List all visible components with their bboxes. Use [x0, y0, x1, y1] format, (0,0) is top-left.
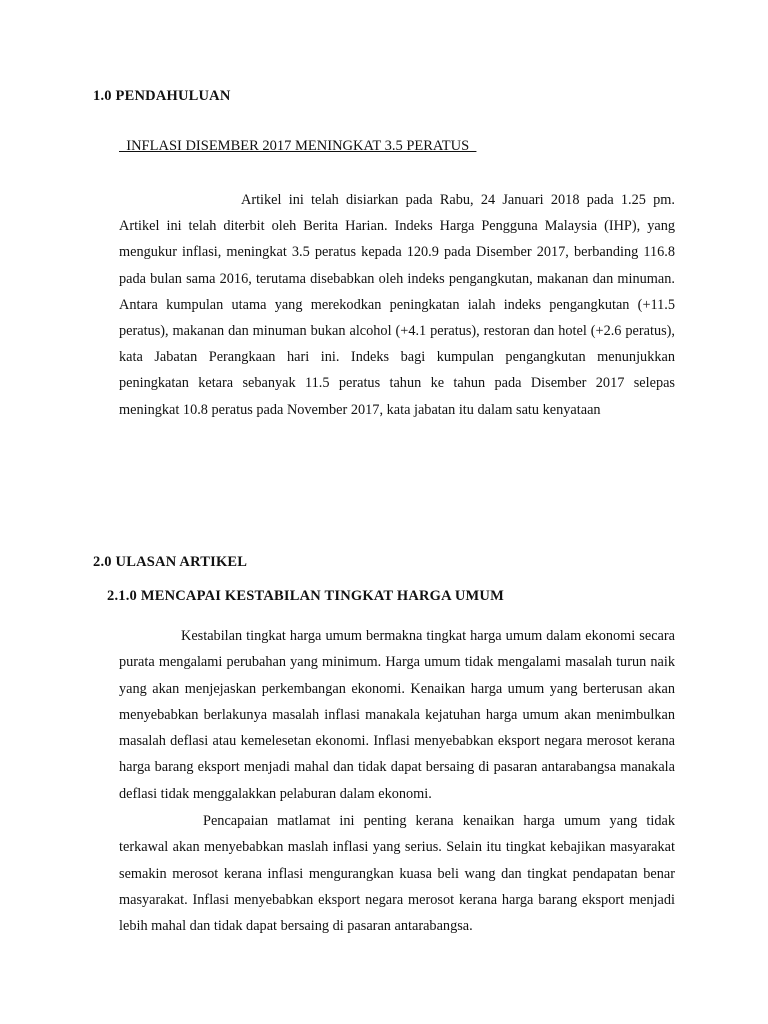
intro-paragraph: Artikel ini telah disiarkan pada Rabu, 24 Januari 2018 pada 1.25 pm. Artikel ini telah diterbit oleh Berita Harian. Indeks Harga Pengguna Malaysia (IHP), yang mengukur inflasi, meningkat 3.5 peratus kepada 120.9 pada Disember 2017, berbanding 116.8 pada bulan sama 2016, terutama disebabkan oleh indeks pengangkutan, makanan dan minuman. Antara kumpulan utama yang merekodkan peningkatan ialah indeks pengangkutan (+11.5 peratus), makanan dan minuman bukan alcohol (+4.1 peratus), restoran dan hotel (+2.6 peratus), kata Jabatan Perangkaan hari ini. Indeks bagi kumpulan pengangkutan menunjukkan peningkatan ketara sebanyak 11.5 peratus tahun ke tahun pada Disember 2017 selepas meningkat 10.8 peratus pada November 2017, kata jabatan itu dalam satu kenyataan [119, 192, 675, 418]
section-heading-ulasan-artikel: 2.0 ULASAN ARTIKEL [93, 554, 248, 570]
body-paragraph: Pencapaian matlamat ini penting kerana kenaikan harga umum yang tidak terkawal akan menyebabkan maslah inflasi yang serius. Selain itu tingkat kebajikan masyarakat semakin merosot kerana inflasi mengurangkan kuasa beli wang dan tingkat pendapatan benar masyarakat. Inflasi menyebabkan eksport negara merosot kerana harga barang eksport menjadi lebih mahal dan tidak dapat bersaing di pasaran antarabangsa. [119, 813, 675, 935]
subsection-heading-kestabilan: 2.1.0 MENCAPAI KESTABILAN TINGKAT HARGA UMUM [107, 588, 504, 604]
body-paragraph: Kestabilan tingkat harga umum bermakna tingkat harga umum dalam ekonomi secara purata mengalami perubahan yang minimum. Harga umum tidak mengalami masalah turun naik yang akan menjejaskan perkembangan ekonomi. Kenaikan harga umum yang berterusan akan menyebabkan berlakunya masalah inflasi manakala kejatuhan harga umum akan menimbulkan masalah deflasi atau kemelesetan ekonomi. Inflasi menyebabkan eksport negara merosot kerana harga barang eksport menjadi mahal dan tidak dapat bersaing di pasaran antarabangsa manakala deflasi tidak menggalakkan pelaburan dalam ekonomi. [119, 628, 675, 802]
article-title: INFLASI DISEMBER 2017 MENINGKAT 3.5 PERATUS [119, 138, 477, 154]
section-heading-pendahuluan: 1.0 PENDAHULUAN [93, 88, 231, 104]
